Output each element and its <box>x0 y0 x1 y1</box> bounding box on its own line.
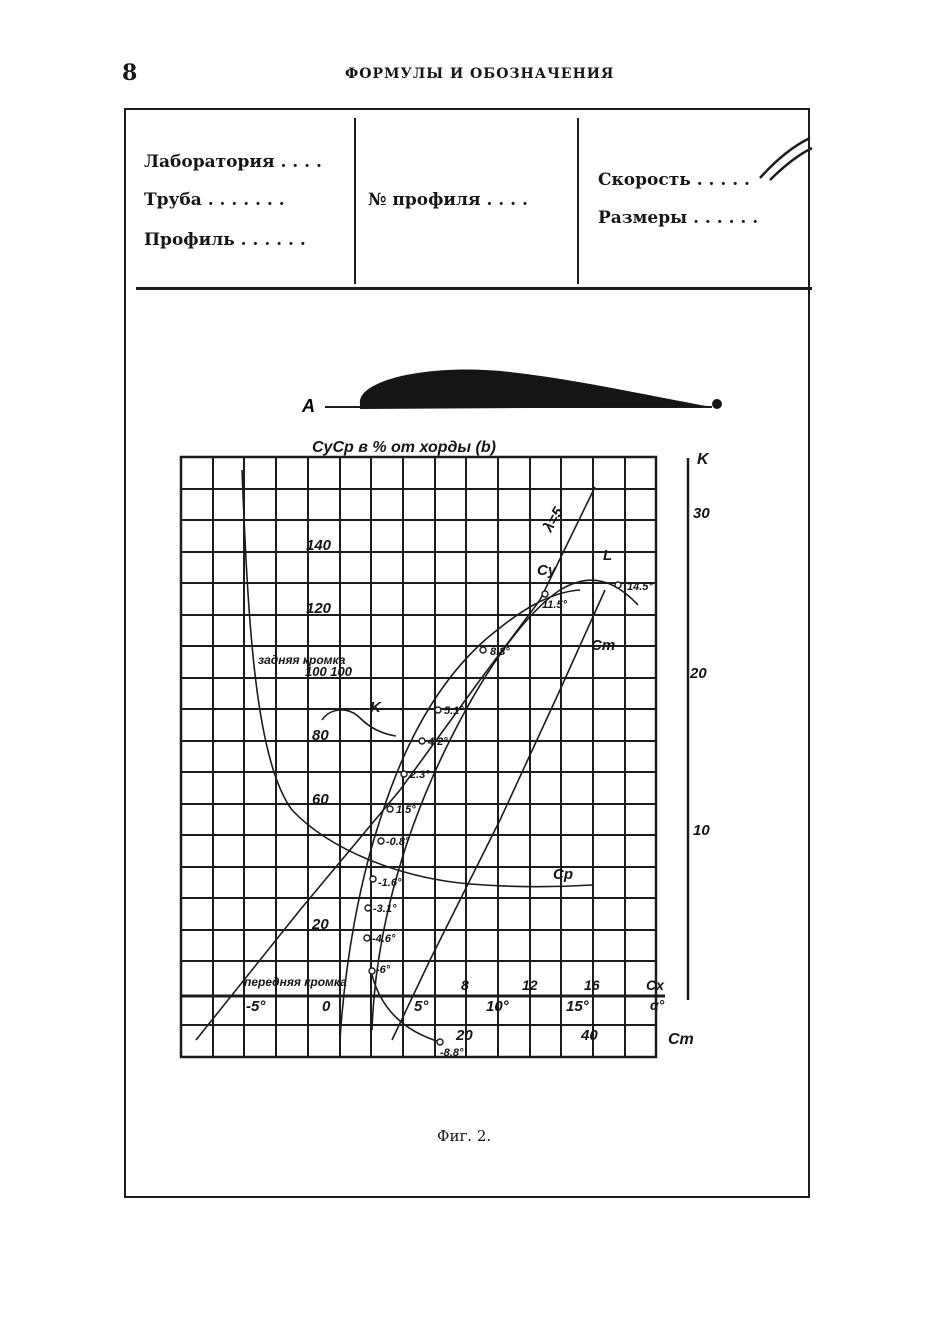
point-label: 5.1° <box>444 705 464 717</box>
pen-mark <box>760 138 812 180</box>
k-tick-20: 20 <box>690 665 707 682</box>
profile-field: Профиль . . . . . . <box>144 230 306 250</box>
point-label: 2.3° <box>410 769 430 781</box>
cm-tick-40: 40 <box>581 1027 598 1044</box>
trailing-edge-values: 100 100 <box>305 664 352 679</box>
point-label: -8.8° <box>440 1047 464 1059</box>
airfoil-profile <box>301 370 722 416</box>
cy-tick-20: 20 <box>312 916 329 933</box>
alpha-tick-15: 15° <box>566 998 589 1015</box>
lambda-curve <box>196 487 595 1040</box>
profile-number-field: № профиля . . . . <box>368 190 528 210</box>
laboratory-field: Лаборатория . . . . <box>144 152 322 172</box>
speed-field: Скорость . . . . . <box>598 170 750 190</box>
k-label: K <box>370 699 381 716</box>
point-label: 8.8° <box>490 646 510 658</box>
airfoil-label-a: A <box>302 396 315 416</box>
cx-tick-16: 16 <box>584 977 600 993</box>
chart-curves <box>196 470 638 1042</box>
point-label: 1.5° <box>396 804 416 816</box>
cm-tick-20: 20 <box>456 1027 473 1044</box>
point-label: -0.8° <box>386 836 410 848</box>
trailing-edge-label: задняя кромка <box>258 653 346 667</box>
point-label: -3.1° <box>373 903 397 915</box>
right-axis-label: K <box>697 451 709 468</box>
page-number: 8 <box>122 60 138 86</box>
leading-edge-label: передняя кромка <box>244 975 347 989</box>
chart-title: CyCp в % от хорды (b) <box>312 439 496 456</box>
leading-edge-curve <box>372 975 440 1042</box>
cm-axis-label: Cm <box>668 1031 694 1048</box>
cy-tick-120: 120 <box>306 600 332 617</box>
point-label: -4.6° <box>372 933 396 945</box>
dimensions-field: Размеры . . . . . . <box>598 208 759 228</box>
cm-curve-label: Cm <box>591 637 616 654</box>
point-label: 11.5° <box>542 599 567 611</box>
cy-label: Cy <box>537 562 557 579</box>
point-label: 4.2° <box>428 736 448 748</box>
cy-tick-60: 60 <box>312 791 329 808</box>
figure-caption: Фиг. 2. <box>437 1127 492 1145</box>
tube-field: Труба . . . . . . . <box>144 190 285 210</box>
k-tick-30: 30 <box>693 505 710 522</box>
k-curve <box>322 710 396 736</box>
cy-tick-140: 140 <box>306 537 332 554</box>
running-head: ФОРМУЛЫ И ОБОЗНАЧЕНИЯ <box>345 66 615 82</box>
l-label: L <box>603 547 613 564</box>
cx-tick-12: 12 <box>522 977 538 993</box>
cy-tick-80: 80 <box>312 727 329 744</box>
cx-tick-8: 8 <box>461 977 469 993</box>
cp-label: Cp <box>553 866 573 883</box>
point-label: -1.6° <box>378 877 402 889</box>
alpha-axis-label: α° <box>650 997 665 1013</box>
point-label: -6° <box>376 964 391 976</box>
cx-axis-label: Cx <box>646 977 664 993</box>
cx-tick-0: 0 <box>322 998 331 1015</box>
lambda-label: λ=5 <box>539 504 568 535</box>
k-tick-10: 10 <box>693 822 710 839</box>
alpha-tick-5: 5° <box>414 998 429 1015</box>
alpha-tick-10: 10° <box>486 998 509 1015</box>
point-label: 14.5° <box>627 581 653 593</box>
alpha-tick-minus5: -5° <box>246 998 266 1015</box>
